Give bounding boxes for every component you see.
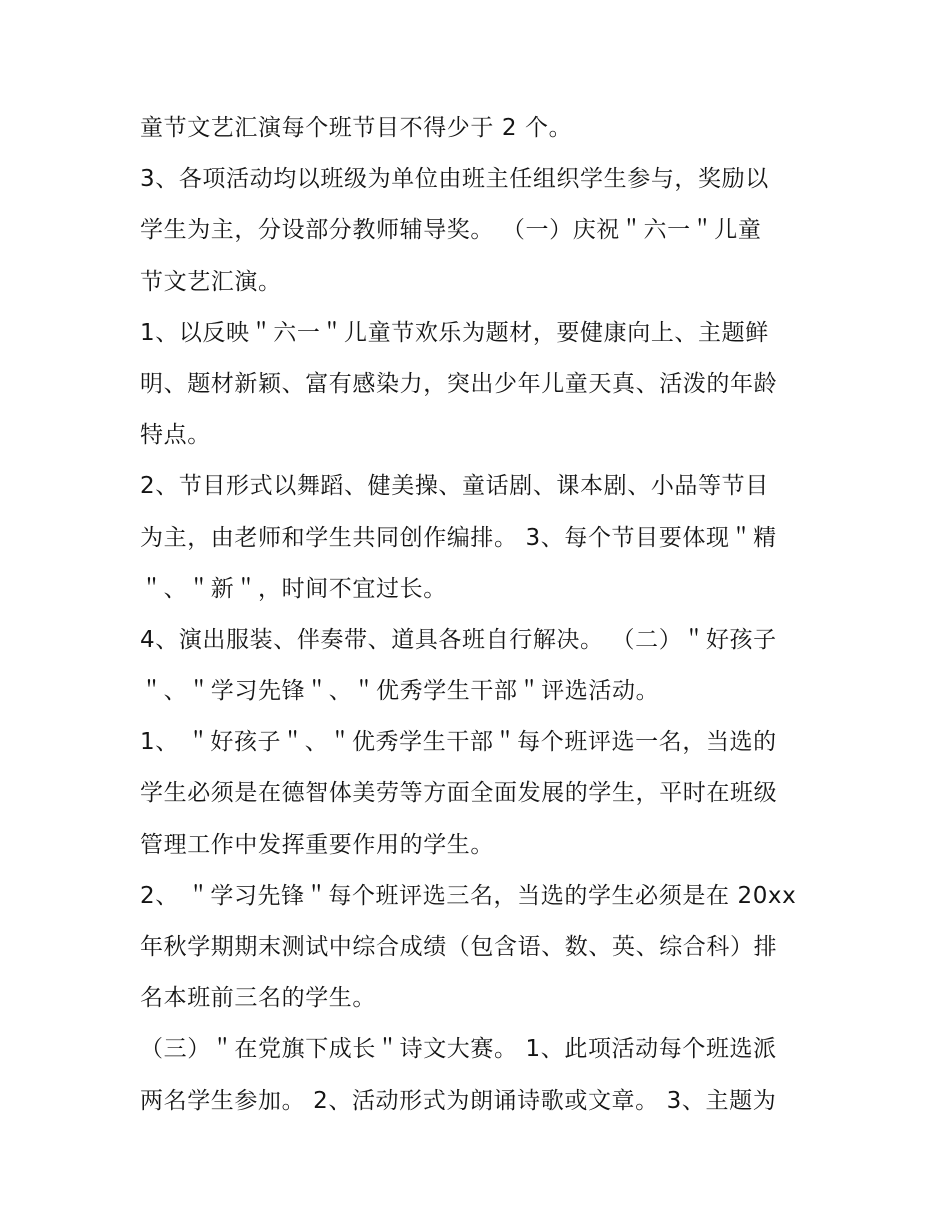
text-line: 学生必须是在德智体美劳等方面全面发展的学生，平时在班级 [140, 780, 778, 807]
text-line: ＂、＂学习先锋＂、＂优秀学生干部＂评选活动。 [140, 678, 660, 705]
text-line: 节文艺汇演。 [140, 268, 282, 295]
text-line: 明、题材新颖、富有感染力，突出少年儿童天真、活泼的年龄 [140, 370, 778, 397]
text-line: 为主，由老师和学生共同创作编排。 3、每个节目要体现＂精 [140, 524, 777, 551]
text-line: 2、节目形式以舞蹈、健美操、童话剧、课本剧、小品等节目 [140, 473, 769, 500]
text-line: 特点。 [140, 422, 211, 449]
text-line: 3、各项活动均以班级为单位由班主任组织学生参与，奖励以 [140, 166, 769, 193]
text-line: 两名学生参加。 2、活动形式为朗诵诗歌或文章。 3、主题为 [140, 1087, 777, 1114]
text-line: 1、 ＂好孩子＂、＂优秀学生干部＂每个班评选一名，当选的 [140, 729, 777, 756]
text-line: （三）＂在党旗下成长＂诗文大赛。 1、此项活动每个班选派 [140, 1036, 777, 1063]
text-line: 1、以反映＂六一＂儿童节欢乐为题材，要健康向上、主题鲜 [140, 319, 769, 346]
text-line: 名本班前三名的学生。 [140, 985, 376, 1012]
text-line: 2、 ＂学习先锋＂每个班评选三名，当选的学生必须是在 20xx [140, 882, 797, 909]
text-line: 管理工作中发挥重要作用的学生。 [140, 831, 494, 858]
text-line: 学生为主，分设部分教师辅导奖。 （一）庆祝＂六一＂儿童 [140, 217, 762, 244]
text-line: ＂、＂新＂，时间不宜过长。 [140, 575, 447, 602]
text-line: 童节文艺汇演每个班节目不得少于 2 个。 [140, 115, 573, 141]
text-line: 4、演出服装、伴奏带、道具各班自行解决。 （二）＂好孩子 [140, 626, 777, 653]
body-text [140, 103, 820, 1127]
text-line: 年秋学期期末测试中综合成绩（包含语、数、英、综合科）排 [140, 934, 778, 960]
